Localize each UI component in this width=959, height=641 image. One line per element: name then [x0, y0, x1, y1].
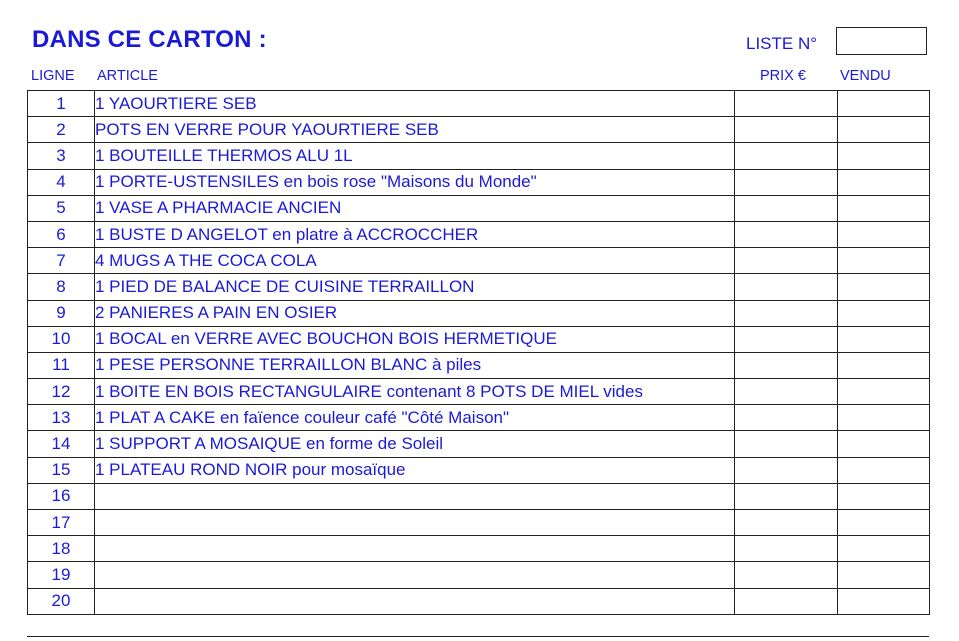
price-cell[interactable]	[735, 536, 838, 562]
price-cell[interactable]	[735, 431, 838, 457]
liste-number-label: LISTE N°	[746, 34, 818, 53]
price-cell[interactable]	[735, 405, 838, 431]
table-row	[28, 457, 930, 483]
article-cell[interactable]	[95, 588, 735, 614]
table-row	[28, 483, 930, 509]
row-number: 13	[28, 405, 95, 431]
column-header-ligne: LIGNE	[31, 68, 75, 84]
sold-cell[interactable]	[838, 117, 930, 143]
row-number: 20	[28, 588, 95, 614]
sold-cell[interactable]	[838, 221, 930, 247]
article-cell[interactable]: 1 PLAT A CAKE en faïence couleur café "Côté Maison"	[95, 405, 735, 431]
article-cell[interactable]: 4 MUGS A THE COCA COLA	[95, 248, 735, 274]
column-header-vendu: VENDU	[840, 68, 891, 84]
price-cell[interactable]	[735, 326, 838, 352]
price-cell[interactable]	[735, 588, 838, 614]
article-cell[interactable]: 1 BOUTEILLE THERMOS ALU 1L	[95, 143, 735, 169]
sold-cell[interactable]	[838, 274, 930, 300]
sold-cell[interactable]	[838, 588, 930, 614]
sold-cell[interactable]	[838, 483, 930, 509]
table-row	[28, 143, 930, 169]
sold-cell[interactable]	[838, 352, 930, 378]
row-number: 11	[28, 352, 95, 378]
sold-cell[interactable]	[838, 405, 930, 431]
column-header-article: ARTICLE	[97, 68, 158, 84]
row-number: 2	[28, 117, 95, 143]
sold-cell[interactable]	[838, 536, 930, 562]
sold-cell[interactable]	[838, 143, 930, 169]
row-number: 12	[28, 379, 95, 405]
price-cell[interactable]	[735, 248, 838, 274]
price-cell[interactable]	[735, 483, 838, 509]
sold-cell[interactable]	[838, 300, 930, 326]
table-row	[28, 91, 930, 117]
row-number: 5	[28, 195, 95, 221]
sold-cell[interactable]	[838, 169, 930, 195]
table-row	[28, 405, 930, 431]
price-cell[interactable]	[735, 143, 838, 169]
row-number: 4	[28, 169, 95, 195]
price-cell[interactable]	[735, 91, 838, 117]
sold-cell[interactable]	[838, 510, 930, 536]
price-cell[interactable]	[735, 195, 838, 221]
sold-cell[interactable]	[838, 431, 930, 457]
article-cell[interactable]: 1 PESE PERSONNE TERRAILLON BLANC à piles	[95, 352, 735, 378]
price-cell[interactable]	[735, 510, 838, 536]
row-number: 6	[28, 221, 95, 247]
sold-cell[interactable]	[838, 195, 930, 221]
row-number: 10	[28, 326, 95, 352]
row-number: 8	[28, 274, 95, 300]
price-cell[interactable]	[735, 221, 838, 247]
table-row	[28, 117, 930, 143]
table-row	[28, 221, 930, 247]
page-title: DANS CE CARTON :	[32, 26, 267, 53]
price-cell[interactable]	[735, 117, 838, 143]
row-number: 14	[28, 431, 95, 457]
table-row	[28, 274, 930, 300]
row-number: 17	[28, 510, 95, 536]
row-number: 1	[28, 91, 95, 117]
price-cell[interactable]	[735, 352, 838, 378]
row-number: 16	[28, 483, 95, 509]
price-cell[interactable]	[735, 274, 838, 300]
article-cell[interactable]: 1 PIED DE BALANCE DE CUISINE TERRAILLON	[95, 274, 735, 300]
sold-cell[interactable]	[838, 91, 930, 117]
table-row	[28, 562, 930, 588]
price-cell[interactable]	[735, 457, 838, 483]
row-number: 9	[28, 300, 95, 326]
article-cell[interactable]: 1 SUPPORT A MOSAIQUE en forme de Soleil	[95, 431, 735, 457]
row-number: 7	[28, 248, 95, 274]
article-cell[interactable]: 1 PORTE-USTENSILES en bois rose "Maisons du Monde"	[95, 169, 735, 195]
table-row	[28, 300, 930, 326]
table-row	[28, 352, 930, 378]
article-cell[interactable]	[95, 510, 735, 536]
row-number: 15	[28, 457, 95, 483]
article-cell[interactable]: 1 PLATEAU ROND NOIR pour mosaïque	[95, 457, 735, 483]
article-cell[interactable]: 2 PANIERES A PAIN EN OSIER	[95, 300, 735, 326]
article-cell[interactable]: 1 VASE A PHARMACIE ANCIEN	[95, 195, 735, 221]
row-number: 19	[28, 562, 95, 588]
article-cell[interactable]: 1 YAOURTIERE SEB	[95, 91, 735, 117]
article-cell[interactable]	[95, 536, 735, 562]
sold-cell[interactable]	[838, 326, 930, 352]
price-cell[interactable]	[735, 562, 838, 588]
inventory-table	[27, 90, 930, 615]
article-cell[interactable]: 1 BOCAL en VERRE AVEC BOUCHON BOIS HERMETIQUE	[95, 326, 735, 352]
inventory-table-body	[28, 91, 930, 615]
article-cell[interactable]	[95, 562, 735, 588]
article-cell[interactable]: POTS EN VERRE POUR YAOURTIERE SEB	[95, 117, 735, 143]
price-cell[interactable]	[735, 300, 838, 326]
price-cell[interactable]	[735, 169, 838, 195]
table-row	[28, 248, 930, 274]
price-cell[interactable]	[735, 379, 838, 405]
table-row	[28, 588, 930, 614]
table-row	[28, 195, 930, 221]
table-row	[28, 379, 930, 405]
row-number: 18	[28, 536, 95, 562]
column-header-prix: PRIX €	[760, 68, 806, 84]
liste-number-field[interactable]	[836, 27, 927, 55]
sold-cell[interactable]	[838, 562, 930, 588]
table-row	[28, 169, 930, 195]
table-row	[28, 510, 930, 536]
article-cell[interactable]	[95, 483, 735, 509]
sold-cell[interactable]	[838, 457, 930, 483]
article-cell[interactable]: 1 BUSTE D ANGELOT en platre à ACCROCCHER	[95, 221, 735, 247]
table-row	[28, 431, 930, 457]
table-bottom-divider	[27, 636, 929, 637]
sold-cell[interactable]	[838, 379, 930, 405]
sold-cell[interactable]	[838, 248, 930, 274]
article-cell[interactable]: 1 BOITE EN BOIS RECTANGULAIRE contenant 8 POTS DE MIEL vides	[95, 379, 735, 405]
table-row	[28, 326, 930, 352]
table-row	[28, 536, 930, 562]
row-number: 3	[28, 143, 95, 169]
